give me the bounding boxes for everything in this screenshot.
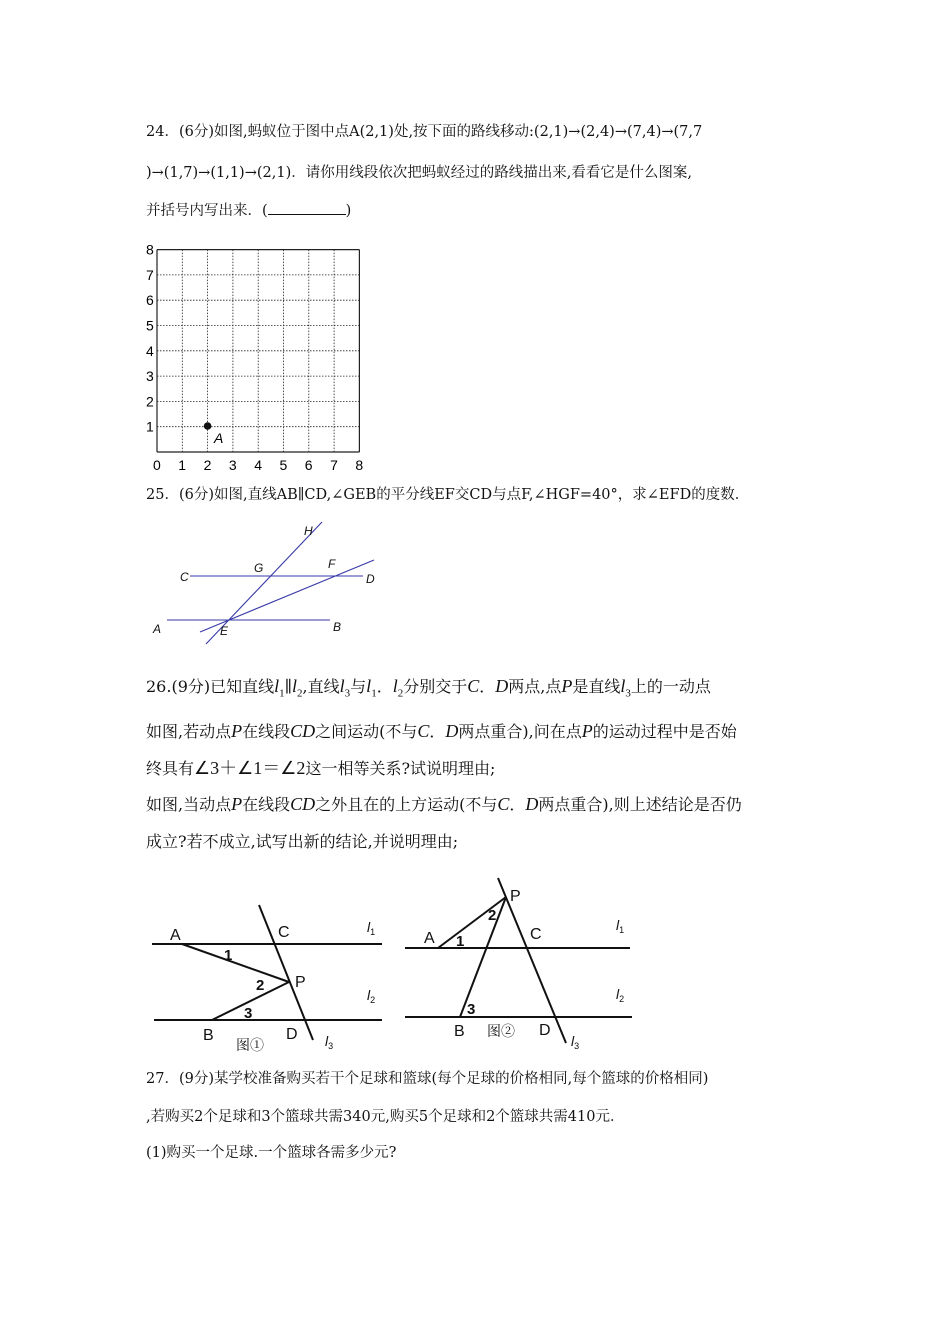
q26-text: 之外且在的上方运动(不与 — [315, 795, 498, 814]
math-cd: CD — [290, 721, 316, 741]
label-a: A — [170, 927, 181, 944]
q26-text: 两点重合),问在点 — [458, 722, 582, 741]
q27-line-1: 27．(9分)某学校准备购买若干个足球和篮球(每个足球的价格相同,每个篮球的价格相同) — [146, 1071, 709, 1087]
x-tick-label: 1 — [178, 457, 187, 473]
math-c: C — [417, 721, 430, 741]
q24-line-3-text: 并括号内写出来．( — [146, 203, 268, 219]
l-letter: l — [367, 987, 371, 1003]
point-a-label: A — [214, 430, 224, 446]
l-letter: l — [339, 676, 345, 696]
q26-figure-1 — [150, 900, 390, 1055]
q26-text: 的运动过程中是否始 — [592, 722, 737, 741]
x-tick-label: 4 — [254, 457, 262, 473]
label-d: D — [539, 1022, 551, 1039]
l-letter: l — [325, 1033, 329, 1049]
math-p: P — [581, 721, 593, 741]
math-p: P — [231, 794, 243, 814]
math-l2 — [392, 676, 404, 700]
label-h: H — [304, 524, 313, 538]
q26-text: 两点,点 — [508, 677, 562, 696]
y-tick-label: 1 — [146, 418, 154, 435]
sub-3: 3 — [344, 687, 351, 700]
angle-2: 2 — [488, 907, 497, 924]
angle-equation: ∠3＋∠1＝∠2 — [194, 758, 306, 778]
math-l3 — [620, 676, 631, 700]
x-tick-label: 5 — [279, 457, 288, 473]
label-l2 — [367, 987, 375, 1005]
q27-line-3: (1)购买一个足球.一个篮球各需多少元? — [146, 1145, 397, 1161]
math-p: P — [561, 676, 573, 696]
y-tick-label: 8 — [146, 241, 154, 258]
q24-grid-figure — [140, 230, 380, 475]
q26-line-4 — [146, 794, 742, 815]
q26-text: 是直线 — [572, 677, 621, 696]
x-tick-label: 6 — [304, 457, 313, 473]
q26-text: 与 — [350, 677, 367, 696]
y-tick-label: 2 — [146, 393, 154, 410]
q26-line-5: 成立?若不成立,试写出新的结论,并说明理由; — [146, 832, 459, 851]
q25-parallel-lines-figure — [150, 520, 390, 645]
math-d: D — [525, 794, 539, 814]
x-tick-label: 3 — [228, 457, 237, 473]
figure-caption: 图② — [487, 1023, 515, 1039]
angle-1: 1 — [224, 947, 233, 964]
label-l3 — [325, 1033, 333, 1051]
answer-blank — [268, 200, 346, 215]
q26-text: 如图,若动点 — [146, 722, 232, 741]
sub-1: 1 — [279, 687, 285, 700]
x-tick-label: 8 — [355, 457, 364, 473]
l-letter: l — [620, 676, 626, 696]
angle-3: 3 — [467, 1001, 476, 1018]
q26-text: ． — [509, 795, 526, 814]
y-tick-label: 3 — [146, 368, 154, 385]
label-l2 — [616, 986, 624, 1004]
label-b: B — [333, 620, 342, 634]
x-tick-label: 2 — [203, 457, 212, 473]
q24-line-3-close: ) — [345, 203, 352, 219]
label-d: D — [286, 1026, 298, 1043]
l-letter: l — [616, 986, 620, 1002]
label-l3 — [571, 1033, 579, 1051]
grid-lines — [157, 250, 359, 452]
segment-ap — [182, 944, 289, 982]
y-tick-label: 5 — [146, 317, 154, 334]
sub-3: 3 — [328, 1041, 334, 1051]
q26-line-3 — [146, 758, 495, 779]
label-l1 — [616, 917, 624, 935]
q24-line-3 — [146, 200, 351, 221]
q26-text: 之间运动(不与 — [315, 722, 418, 741]
sub-3: 3 — [625, 687, 631, 700]
q26-text: 26.(9分)已知直线 — [146, 677, 275, 696]
x-tick-label: 0 — [153, 457, 161, 473]
sub-1: 1 — [370, 927, 376, 937]
grid-tick-labels — [146, 242, 363, 473]
y-tick-label: 7 — [146, 266, 154, 283]
math-l1 — [274, 676, 285, 700]
l-letter: l — [274, 676, 280, 696]
q26-text: ． — [376, 677, 393, 696]
parallel-sign: ∥ — [284, 677, 293, 696]
math-l1 — [366, 676, 377, 700]
q24-line-1: 24．(6分)如图,蚂蚁位于图中点A(2,1)处,按下面的路线移动:(2,1)→(2,4)→(7,4)→(7,7 — [146, 124, 703, 140]
math-c: C — [497, 794, 510, 814]
q27-line-2: ,若购买2个足球和3个篮球共需340元,购买5个足球和2个篮球共需410元． — [146, 1109, 625, 1125]
l-letter: l — [571, 1033, 575, 1049]
point-a-dot — [204, 422, 212, 430]
math-cd: CD — [290, 794, 316, 814]
q24-line-2: )→(1,7)→(1,1)→(2,1)．请你用线段依次把蚂蚁经过的路线描出来,看看它是什么图案, — [146, 165, 692, 181]
label-p: P — [510, 888, 521, 905]
q26-text: ,直线 — [302, 677, 340, 696]
sub-2: 2 — [297, 687, 303, 700]
x-tick-label: 7 — [330, 457, 338, 473]
l-letter: l — [292, 676, 298, 696]
label-c: C — [278, 924, 290, 941]
q26-text: 分别交于 — [403, 677, 468, 696]
q26-text: 这一相等关系?试说明理由; — [305, 759, 496, 778]
q26-text: 在线段 — [242, 722, 291, 741]
l-letter: l — [367, 919, 371, 935]
label-l1 — [367, 919, 375, 937]
figure-caption: 图① — [236, 1037, 264, 1053]
angle-3: 3 — [244, 1005, 253, 1022]
angle-2: 2 — [256, 977, 265, 994]
label-a: A — [153, 622, 162, 636]
q26-text: 在线段 — [242, 795, 291, 814]
line-l3 — [498, 878, 566, 1043]
sub-1: 1 — [371, 687, 377, 700]
label-e: E — [220, 624, 229, 638]
q26-text: ． — [429, 722, 446, 741]
math-p: P — [231, 721, 243, 741]
math-d: D — [495, 676, 509, 696]
sub-2: 2 — [397, 687, 404, 700]
math-d: D — [445, 721, 459, 741]
math-c: C — [467, 676, 480, 696]
label-c: C — [180, 570, 189, 584]
q26-line-1 — [146, 676, 711, 704]
label-a: A — [424, 930, 435, 947]
q26-line-2 — [146, 721, 737, 742]
y-tick-label: 4 — [146, 342, 154, 359]
q26-text: 如图,当动点 — [146, 795, 232, 814]
l-letter: l — [392, 676, 398, 696]
label-f: F — [328, 557, 336, 571]
sub-1: 1 — [619, 925, 625, 935]
sub-2: 2 — [370, 995, 376, 1005]
label-b: B — [203, 1027, 214, 1044]
label-c: C — [530, 926, 542, 943]
math-l2 — [292, 676, 303, 700]
q25-line: 25．(6分)如图,直线AB∥CD,∠GEB的平分线EF交CD与点F,∠HGF=40°，求∠EFD的度数． — [146, 487, 750, 503]
label-d: D — [366, 572, 375, 586]
sub-3: 3 — [574, 1041, 580, 1051]
q26-text: ． — [479, 677, 496, 696]
q26-figure-2 — [403, 870, 643, 1055]
q26-text: 终具有 — [146, 759, 195, 778]
y-tick-label: 6 — [146, 292, 154, 309]
label-g: G — [254, 561, 264, 575]
label-p: P — [295, 974, 306, 991]
l-letter: l — [616, 917, 620, 933]
q26-text: 上的一动点 — [630, 677, 711, 696]
angle-1: 1 — [456, 933, 465, 950]
label-b: B — [454, 1023, 465, 1040]
sub-2: 2 — [619, 994, 625, 1004]
math-l3 — [339, 676, 351, 700]
line-ef — [200, 560, 374, 632]
q26-text: 两点重合),则上述结论是否仍 — [538, 795, 742, 814]
l-letter: l — [366, 676, 372, 696]
